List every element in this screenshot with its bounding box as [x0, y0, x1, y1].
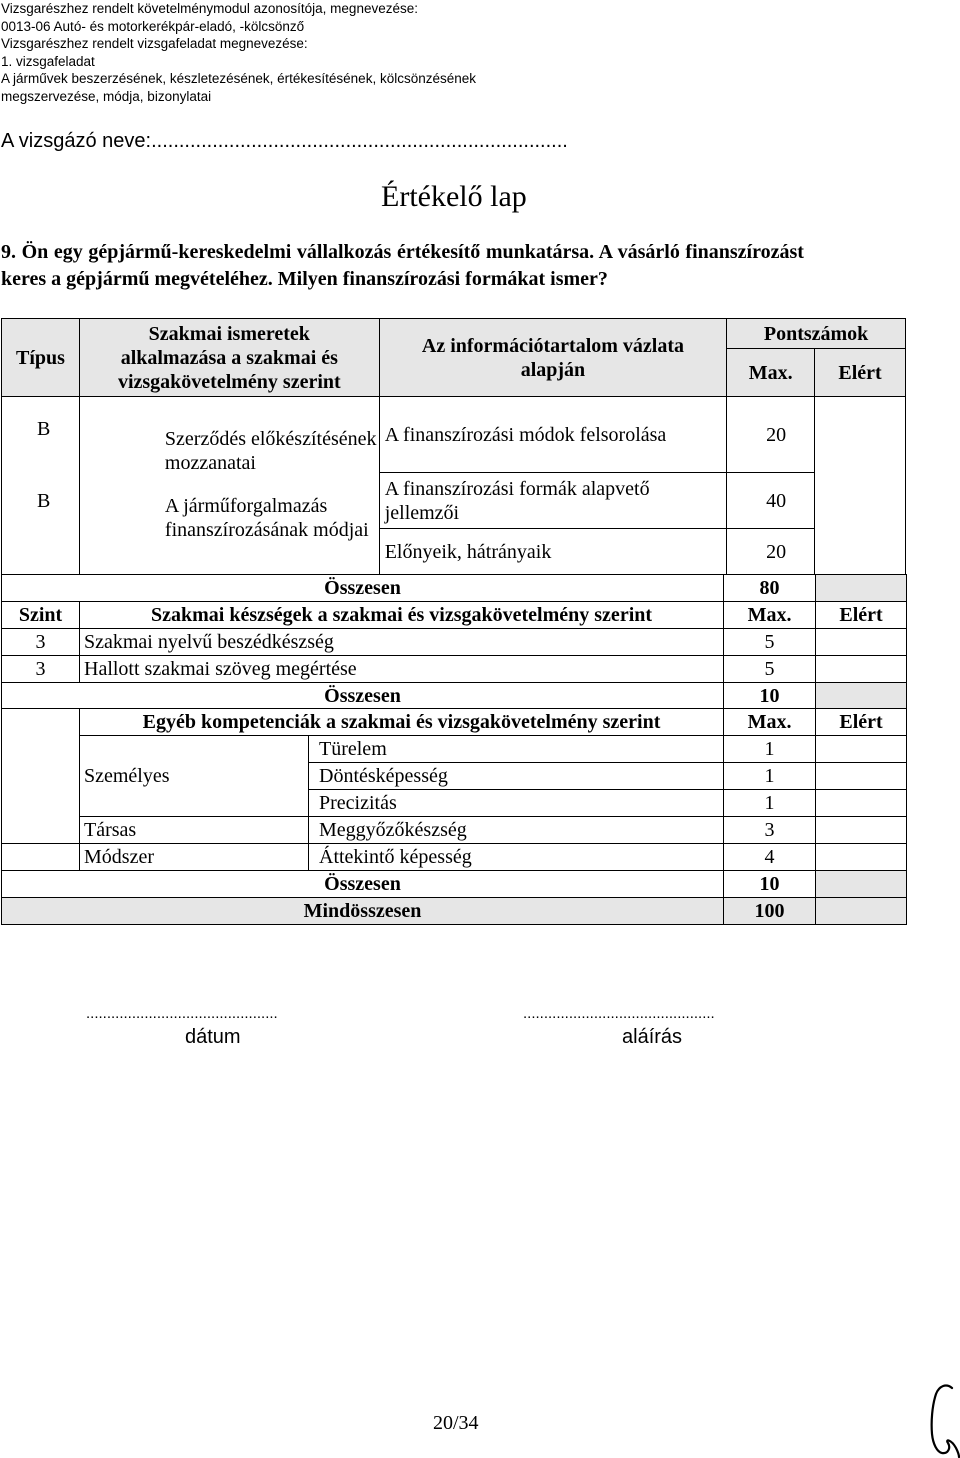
- skills-table: [1, 574, 907, 925]
- task-number: 1. vizsgafeladat: [1, 53, 95, 69]
- page-title: Értékelő lap: [381, 180, 527, 213]
- competence-name: Döntésképesség: [309, 763, 724, 790]
- task-label: Vizsgarészhez rendelt vizsgafeladat megnevezése:: [1, 36, 308, 51]
- competence-max: 1: [724, 736, 816, 763]
- total1-value: 80: [724, 575, 816, 602]
- competence-max: 1: [724, 763, 816, 790]
- module-id-label: Vizsgarészhez rendelt követelménymodul azonosítója, megnevezése:: [1, 1, 418, 16]
- skill-achieved: [816, 628, 907, 655]
- competence-name: Meggyőzőkészség: [309, 817, 724, 844]
- total3-value: 10: [724, 870, 816, 897]
- social-label: Társas: [80, 817, 309, 844]
- knowledge-table: [1, 318, 906, 575]
- grand-total-value: 100: [724, 897, 816, 924]
- knowledge-cell: Szerződés előkészítésének mozzanatai A járműforgalmazás finanszírozásának módjai: [79, 397, 379, 575]
- signature-dots: ..............................................: [523, 1005, 715, 1022]
- competence-max: 4: [724, 843, 816, 870]
- header-achieved: Elért: [815, 349, 906, 397]
- question-line1: 9. Ön egy gépjármű-kereskedelmi vállalkozás értékesítő munkatársa. A vásárló finanszírozást: [1, 241, 804, 263]
- header-points: Pontszámok: [727, 319, 906, 349]
- type-b2: B: [37, 490, 51, 512]
- handwritten-initial: [918, 1382, 960, 1458]
- personal-label: Személyes: [80, 736, 309, 817]
- skills-head-title: Szakmai készségek a szakmai és vizsgakövetelmény szerint: [80, 601, 724, 628]
- grand-total-label: Mindösszesen: [2, 897, 724, 924]
- page-number: 20/34: [433, 1412, 479, 1434]
- skills-head-achieved: Elért: [816, 601, 907, 628]
- module-name: 0013-06 Autó- és motorkerékpár-eladó, -kölcsönző: [1, 18, 305, 34]
- date-label: dátum: [185, 1026, 241, 1048]
- other-head-achieved: Elért: [816, 709, 907, 736]
- skill-level: 3: [2, 655, 80, 682]
- skill-max: 5: [724, 655, 816, 682]
- other-head-title: Egyéb kompetenciák a szakmai és vizsgakövetelmény szerint: [80, 709, 724, 736]
- total2-label: Összesen: [2, 682, 724, 709]
- type-cell: [2, 397, 80, 575]
- max-row-1: 20: [727, 397, 815, 473]
- content-row-3: Előnyeik, hátrányaik: [379, 529, 726, 575]
- competence-max: 1: [724, 790, 816, 817]
- skills-head-max: Max.: [724, 601, 816, 628]
- header-knowledge: Szakmai ismeretek alkalmazása a szakmai és vizsgakövetelmény szerint: [79, 319, 379, 397]
- skills-head-level: Szint: [2, 601, 80, 628]
- competence-name: Precizitás: [309, 790, 724, 817]
- header-type: Típus: [2, 319, 80, 397]
- signature-label: aláírás: [622, 1026, 683, 1048]
- method-label: Módszer: [80, 843, 309, 870]
- date-dots: ..............................................: [86, 1005, 278, 1022]
- skill-name: Szakmai nyelvű beszédkészség: [80, 628, 724, 655]
- competence-name: Türelem: [309, 736, 724, 763]
- type-b1: B: [37, 418, 51, 440]
- competence-name: Áttekintő képesség: [309, 843, 724, 870]
- skill-name: Hallott szakmai szöveg megértése: [80, 655, 724, 682]
- other-head-max: Max.: [724, 709, 816, 736]
- content-row-2: A finanszírozási formák alapvető jellemzői: [379, 473, 726, 529]
- skill-max: 5: [724, 628, 816, 655]
- achieved-cell: [815, 397, 906, 575]
- skill-achieved: [816, 655, 907, 682]
- competence-max: 3: [724, 817, 816, 844]
- max-row-3: 20: [727, 529, 815, 575]
- task-name-line2: megszervezése, módja, bizonylatai: [1, 88, 212, 104]
- total3-label: Összesen: [2, 870, 724, 897]
- task-name-line1: A járművek beszerzésének, készletezésének, értékesítésének, kölcsönzésének: [1, 71, 476, 86]
- total1-label: Összesen: [2, 575, 724, 602]
- max-row-2: 40: [727, 473, 815, 529]
- header-max: Max.: [727, 349, 815, 397]
- examinee-name-field: A vizsgázó neve:...........................................................................: [1, 130, 568, 152]
- skill-level: 3: [2, 628, 80, 655]
- content-row-1: A finanszírozási módok felsorolása: [379, 397, 726, 473]
- total2-value: 10: [724, 682, 816, 709]
- question-line2: keres a gépjármű megvételéhez. Milyen finanszírozási formákat ismer?: [1, 268, 608, 290]
- header-content: Az információtartalom vázlata alapján: [379, 319, 726, 397]
